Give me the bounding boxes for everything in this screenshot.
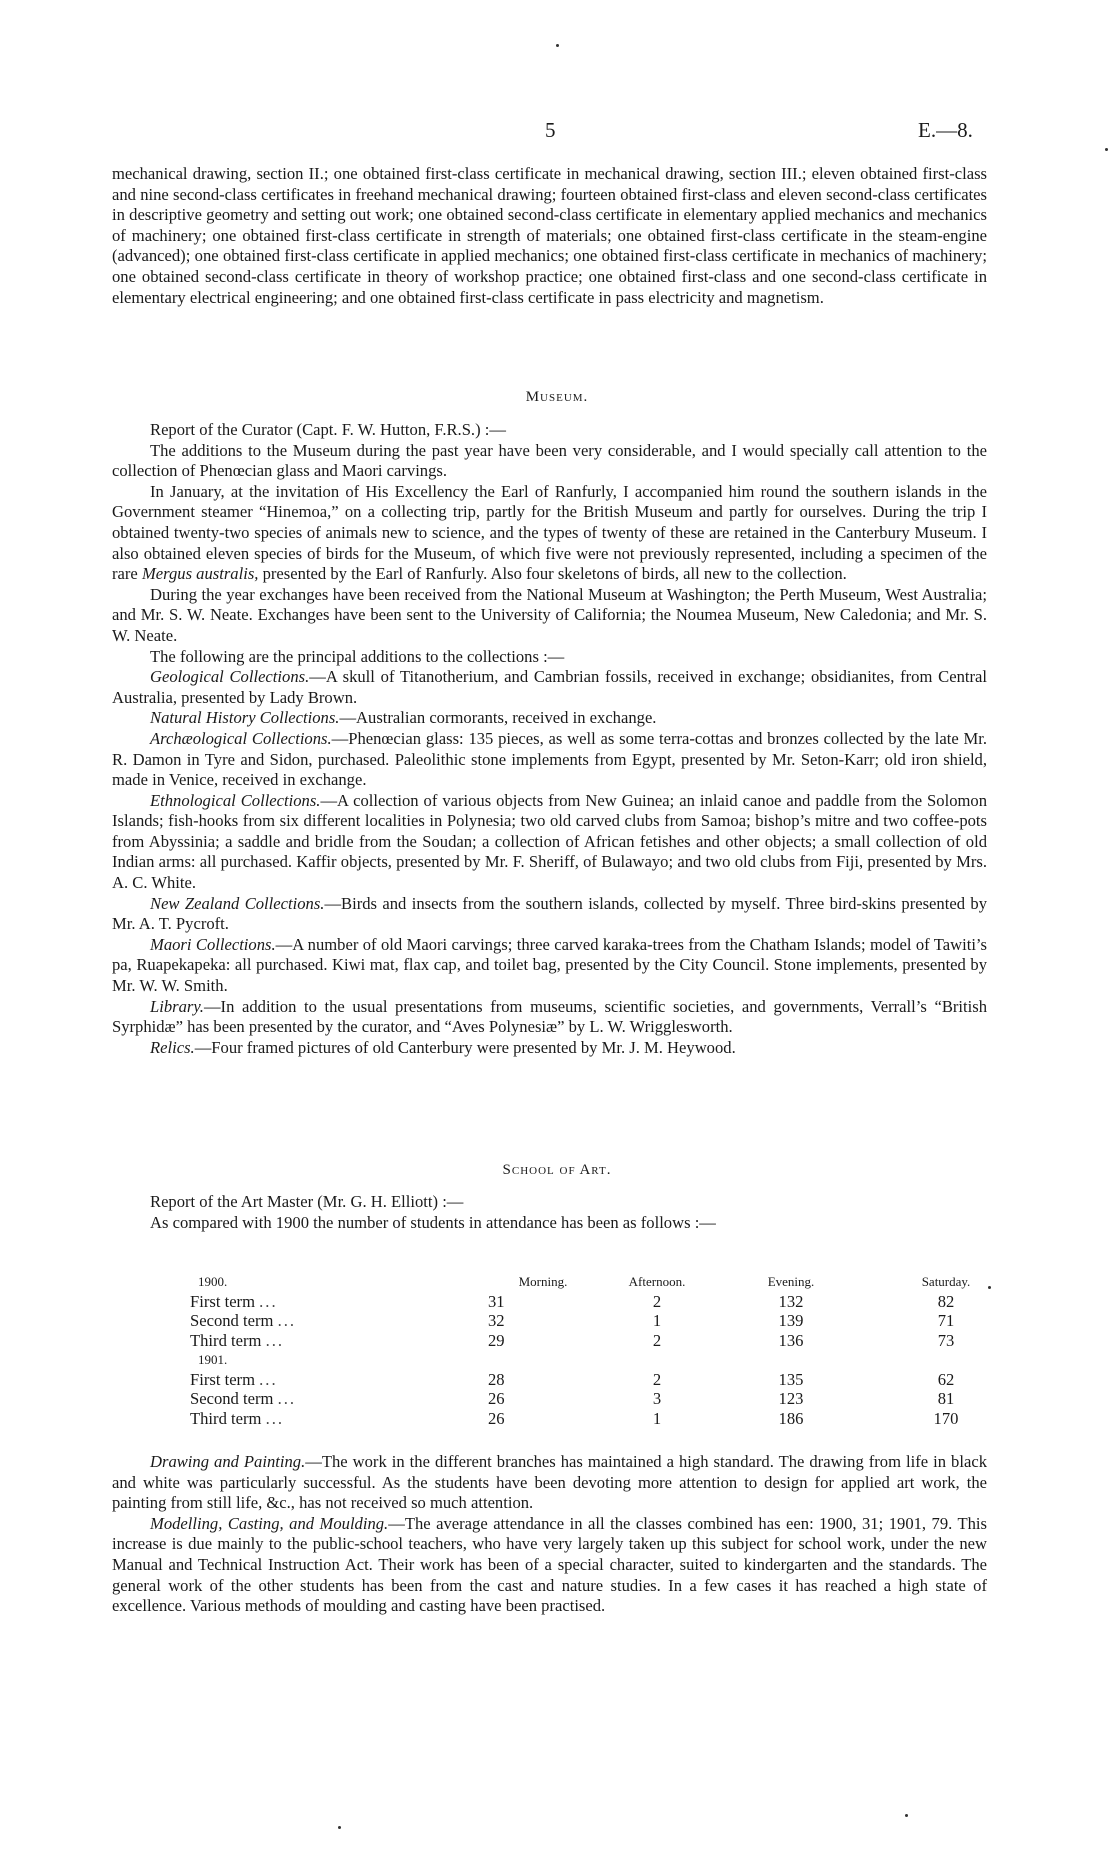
museum-paragraph	[112, 482, 987, 585]
collection-label: New Zealand Collections.	[150, 893, 325, 913]
collection-paragraph	[112, 708, 987, 729]
collection-label: Geological Collections.	[150, 667, 310, 687]
collection-label: Archæological Collections.	[150, 728, 332, 748]
evening-cell: 139	[778, 1311, 804, 1330]
leader-dots: ...	[259, 1291, 278, 1311]
art-paragraph-label: Modelling, Casting, and Moulding.	[150, 1513, 389, 1533]
saturday-cell: 82	[937, 1291, 955, 1311]
table-header-row	[190, 1272, 1026, 1292]
scan-speck	[338, 1826, 341, 1829]
afternoon-cell: 2	[652, 1291, 662, 1311]
page-number: 5	[545, 118, 556, 142]
afternoon-cell: 2	[652, 1330, 662, 1350]
term-label: Third term	[190, 1330, 262, 1350]
morning-cell: 28	[488, 1369, 505, 1389]
art-intro-line: As compared with 1900 the number of students in attendance has been as follows :—	[150, 1212, 716, 1232]
term-cell	[190, 1311, 488, 1331]
evening-cell: 135	[778, 1369, 804, 1389]
scan-speck	[905, 1814, 908, 1817]
saturday-cell: 73	[937, 1330, 955, 1350]
collection-paragraph	[112, 935, 987, 997]
evening-cell: 186	[778, 1408, 804, 1428]
collection-paragraph	[112, 791, 987, 894]
text-run: In January, at the invitation of His Excellency the Earl of Ranfurly, I accompanied him round the southern islands in the Government steamer “Hinemoa,” on a collecting trip, partly for the British Museum and partly for ourselves. During the trip I obtained twenty-two species of animals new to science, and the types of twenty of these are retained in the Canterbury Museum. I also obtained eleven species of birds for the Museum, of which five were not previously represented, including a specimen of the rare	[112, 481, 987, 584]
term-label: Third term	[190, 1408, 262, 1428]
museum-heading: Museum.	[525, 389, 589, 405]
evening-cell: 123	[778, 1389, 804, 1408]
table-row	[190, 1370, 1026, 1390]
art-paragraphs	[112, 1452, 987, 1617]
museum-paragraph: The following are the principal additions to the collections :—	[150, 646, 565, 666]
leader-dots: ...	[277, 1389, 297, 1408]
school-of-art-heading: School of Art.	[502, 1162, 612, 1178]
table-row	[190, 1331, 1026, 1351]
evening-cell: 132	[778, 1291, 804, 1311]
table-row	[190, 1292, 1026, 1312]
museum-paragraph: The additions to the Museum during the past year have been very considerable, and I would specially call attention to the collection of Phenœcian glass and Maori carvings.	[112, 440, 987, 481]
column-header: Evening.	[767, 1274, 815, 1289]
saturday-cell: 170	[933, 1408, 959, 1428]
art-paragraph-text: —The average attendance in all the classes combined has een: 1900, 31; 1901, 79. This increase is due mainly to the public-school teachers, who have very largely taken up this subject for school work, under the new Manual and Technical Instruction Act. Their work has been of a special character, suited to kindergarten and the standards. The general work of the other students has been from the cast and nature studies. In a few cases it has reached a high state of excellence. Various methods of moulding and casting have been practised.	[112, 1513, 988, 1616]
collection-text: —A number of old Maori carvings; three carved karaka-trees from the Chatham Islands; model of Tawiti’s pa, Ruapekapeka: all purchased. Kiwi mat, flax cap, and toilet bag, presented by the City Council. Stone implements, presented by Mr. W. W. Smith.	[112, 934, 987, 996]
term-cell	[190, 1292, 488, 1312]
term-label: Second term	[190, 1311, 274, 1330]
species-name: Mergus australis,	[141, 564, 259, 584]
table-row	[190, 1389, 1026, 1409]
collection-label: Natural History Collections.	[150, 708, 340, 728]
year-label: 1901.	[198, 1352, 228, 1367]
morning-cell: 31	[488, 1291, 505, 1311]
collection-paragraph	[112, 667, 987, 708]
column-header: Afternoon.	[628, 1274, 686, 1289]
morning-cell: 26	[488, 1408, 505, 1428]
year-label: 1900.	[198, 1274, 228, 1289]
attendance-table	[190, 1272, 1026, 1428]
museum-paragraph: During the year exchanges have been received from the National Museum at Washington; the Perth Museum, West Australia; and Mr. S. W. Neate. Exchanges have been sent to the University of California; the Noumea Museum, New Caledonia; and Mr. S. W. Neate.	[112, 584, 987, 645]
collection-label: Maori Collections.	[150, 934, 276, 954]
collection-paragraph	[112, 1038, 987, 1059]
year-row	[190, 1350, 1026, 1370]
collection-text: —A collection of various objects from New Guinea; an inlaid canoe and paddle from the Solomon Islands; fish-hooks from six different localities in Polynesia; two old carved clubs from Samoa; bishop’s mitre and two coffee-pots from Abyssinia; a saddle and bridle from the Soudan; a collection of African fetishes and other objects; a small collection of old Indian arms: all purchased. Kaffir objects, presented by Mr. F. Sheriff, of Bulawayo; and two old clubs from Fiji, presented by Mrs. A. C. White.	[112, 790, 987, 893]
table-row	[190, 1311, 1026, 1331]
collection-text: —Birds and insects from the southern islands, collected by myself. Three bird-skins presented by Mr. A. T. Pycroft.	[112, 893, 987, 934]
art-paragraph-label: Drawing and Painting.	[150, 1452, 306, 1471]
saturday-cell: 71	[937, 1311, 955, 1330]
scan-speck	[556, 44, 559, 47]
collection-paragraph	[112, 894, 987, 935]
collection-text: —Australian cormorants, received in exchange.	[339, 708, 657, 728]
table-row	[190, 1409, 1026, 1429]
afternoon-cell: 1	[652, 1311, 662, 1330]
leader-dots: ...	[277, 1311, 297, 1330]
morning-cell: 26	[488, 1389, 505, 1408]
saturday-cell: 62	[937, 1369, 955, 1389]
morning-cell: 29	[488, 1330, 505, 1350]
collection-label: Relics.	[150, 1037, 195, 1057]
text-run: presented by the Earl of Ranfurly. Also four skeletons of birds, all new to the collection.	[262, 564, 847, 584]
collection-text: —In addition to the usual presentations from museums, scientific societies, and governments, Verrall’s “British Syrphidæ” has been presented by the curator, and “Aves Polynesiæ” by L. W. Wrigglesworth.	[112, 996, 987, 1037]
art-paragraph	[112, 1452, 987, 1514]
museum-report-line: Report of the Curator (Capt. F. W. Hutton, F.R.S.) :—	[150, 420, 506, 439]
collection-label: Library.	[150, 996, 204, 1016]
afternoon-cell: 1	[652, 1408, 662, 1428]
intro-paragraph: mechanical drawing, section II.; one obtained first-class certificate in mechanical drawing, section III.; eleven obtained first-class and nine second-class certificates in freehand mechanical drawing; fourteen obtained first-class and eleven second-class certificates in descriptive geometry and setting out work; one obtained second-class certificate in elementary applied mechanics and mechanics of machinery; one obtained first-class certificate in strength of materials; one obtained first-class certificate in the steam-engine (advanced); one obtained first-class certificate in applied mechanics; one obtained first-class certificate in mechanics of machinery; one obtained second-class certificate in theory of workshop practice; one obtained first-class and one second-class certificate in elementary electrical engineering; and one obtained first-class certificate in pass electricity and magnetism.	[112, 164, 987, 307]
museum-section	[112, 420, 987, 1058]
scan-speck	[1105, 148, 1108, 151]
column-header: Morning.	[518, 1274, 568, 1289]
series-reference: E.—8.	[918, 118, 973, 142]
art-paragraph-text: —The work in the different branches has maintained a high standard. The drawing from life in black and white was particularly successful. As the students have been devoting more attention to design for applied art work, the painting from still life, &c., has not received so much attention.	[112, 1452, 987, 1513]
leader-dots: ...	[265, 1330, 285, 1350]
art-report-line: Report of the Art Master (Mr. G. H. Elliott) :—	[150, 1192, 464, 1211]
collection-text: —Phenœcian glass: 135 pieces, as well as some terra-cottas and bronzes collected by the late Mr. R. Damon in Tyre and Sidon, purchased. Paleolithic stone implements from Egypt, presented by Mr. Seton-Karr; old iron shield, made in Venice, received in exchange.	[112, 728, 987, 790]
collection-text: —Four framed pictures of old Canterbury were presented by Mr. J. M. Heywood.	[194, 1037, 736, 1057]
column-header: Saturday.	[921, 1274, 971, 1289]
evening-cell: 136	[778, 1330, 804, 1350]
saturday-cell: 81	[937, 1389, 955, 1408]
leader-dots: ...	[259, 1369, 278, 1389]
term-label: First term	[190, 1369, 255, 1389]
intro-block	[112, 164, 987, 308]
term-cell	[190, 1389, 488, 1409]
afternoon-cell: 3	[652, 1389, 662, 1408]
term-cell	[190, 1331, 488, 1351]
term-cell	[190, 1409, 488, 1429]
leader-dots: ...	[265, 1408, 285, 1428]
collection-text: —A skull of Titanotherium, and Cambrian fossils, received in exchange; obsidianites, from Central Australia, presented by Lady Brown.	[112, 667, 987, 707]
afternoon-cell: 2	[652, 1369, 662, 1389]
art-paragraph	[112, 1514, 987, 1617]
term-label: Second term	[190, 1389, 274, 1408]
collection-paragraph	[112, 997, 987, 1038]
art-report-block	[112, 1192, 987, 1233]
term-label: First term	[190, 1291, 255, 1311]
collection-label: Ethnological Collections.	[150, 790, 321, 810]
term-cell	[190, 1370, 488, 1390]
morning-cell: 32	[488, 1311, 505, 1330]
collection-paragraph	[112, 729, 987, 791]
